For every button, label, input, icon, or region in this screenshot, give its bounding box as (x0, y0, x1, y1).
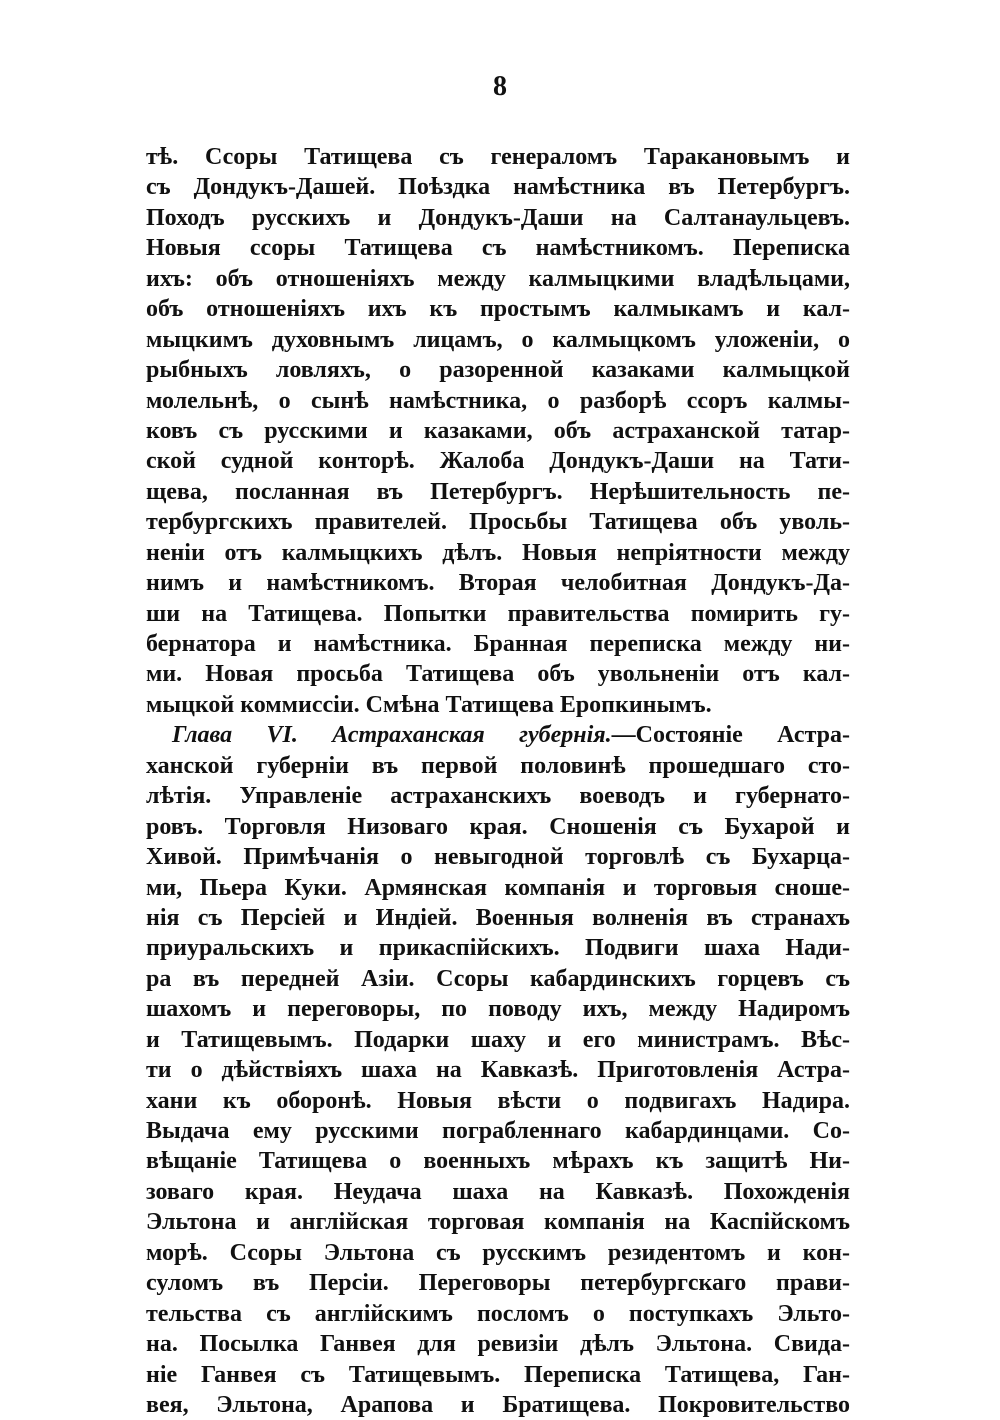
text-line: съ Дондукъ-Дашей. Поѣздка намѣстника въ Петербургъ. (146, 174, 850, 201)
chapter-heading-line (146, 720, 850, 750)
text-line: тербургскихъ правителей. Просьбы Татищева объ уволь- (146, 509, 850, 536)
text-line: неніи отъ калмыцкихъ дѣлъ. Новыя непріятности между (146, 539, 850, 566)
chapter-text-line: и Татищевымъ. Подарки шаху и его министрамъ. Вѣс- (146, 1026, 850, 1053)
chapter-text-line: Хивой. Примѣчанія о невыгодной торговлѣ съ Бухарца- (146, 844, 850, 871)
chapter-text-line: нія съ Персіей и Индіей. Военныя волненія въ странахъ (146, 904, 850, 931)
text-line: молельнѣ, о сынѣ намѣстника, о разборѣ ссоръ калмы- (146, 387, 850, 414)
text-line: ковъ съ русскими и казаками, объ астраханской татар- (146, 417, 850, 444)
chapter-text-line: морѣ. Ссоры Эльтона съ русскимъ резидентомъ и кон- (146, 1239, 850, 1266)
chapter-text-line: ханской губерніи въ первой половинѣ прошедшаго сто- (146, 752, 850, 779)
text-line: нимъ и намѣстникомъ. Вторая челобитная Дондукъ-Да- (146, 570, 850, 597)
chapter-text-line: приуральскихъ и прикаспійскихъ. Подвиги шаха Нади- (146, 935, 850, 962)
chapter-text-line: тельства съ англійскимъ посломъ о поступкахъ Эльто- (146, 1300, 850, 1327)
chapter-text-line: лѣтія. Управленіе астраханскихъ воеводъ и губернато- (146, 783, 850, 810)
chapter-text-line: ніе Ганвея съ Татищевымъ. Переписка Татищева, Ган- (146, 1361, 850, 1388)
chapter-text-line: Эльтона и англійская торговая компанія на Каспійскомъ (146, 1209, 850, 1236)
chapter-heading-rest: —Состояніе Астра- (611, 722, 850, 749)
chapter-text-line: хани къ оборонѣ. Новыя вѣсти о подвигахъ Надира. (146, 1087, 850, 1114)
text-line: рыбныхъ ловляхъ, о разоренной казаками калмыцкой (146, 357, 850, 384)
text-line: ми. Новая просьба Татищева объ увольненіи отъ кал- (146, 661, 850, 688)
chapter-text-line: ми, Пьера Куки. Армянская компанія и торговыя сноше- (146, 874, 850, 901)
chapter-text-line: ра въ передней Азіи. Ссоры кабардинскихъ горцевъ съ (146, 965, 850, 992)
chapter-text-line: суломъ въ Персіи. Переговоры петербургскаго прави- (146, 1270, 850, 1297)
chapter-text-line: зоваго края. Неудача шаха на Кавказѣ. Похожденія (146, 1178, 850, 1205)
body-text (146, 142, 850, 1420)
text-line: тѣ. Ссоры Татищева съ генераломъ Таракановымъ и (146, 144, 850, 170)
chapter-text-line: вѣщаніе Татищева о военныхъ мѣрахъ къ защитѣ Ни- (146, 1148, 850, 1175)
text-line: ши на Татищева. Попытки правительства помирить гу- (146, 600, 850, 627)
text-line: бернатора и намѣстника. Бранная переписка между ни- (146, 631, 850, 657)
page-number: 8 (493, 71, 507, 102)
chapter-heading: Глава VI. Астраханская губернія. (172, 722, 612, 749)
text-line: ской судной конторѣ. Жалоба Дондукъ-Даши на Тати- (146, 448, 850, 475)
text-line: мыцкой коммиссіи. Смѣна Татищева Еропкинымъ. (146, 691, 712, 718)
chapter-text-line: Выдача ему русскими пограбленнаго кабардинцами. Со- (146, 1118, 850, 1144)
chapter-text-line: вея, Эльтона, Арапова и Братищева. Покровительство (146, 1391, 850, 1418)
chapter-text-line: ровъ. Торговля Низоваго края. Сношенія съ Бухарой и (146, 813, 850, 840)
text-line: объ отношеніяхъ ихъ къ простымъ калмыкамъ и кал- (146, 296, 850, 323)
text-line: Новыя ссоры Татищева съ намѣстникомъ. Переписка (146, 235, 850, 262)
text-line: щева, посланная въ Петербургъ. Нерѣшительность пе- (146, 478, 850, 505)
text-line: мыцкимъ духовнымъ лицамъ, о калмыцкомъ уложеніи, о (146, 326, 850, 353)
chapter-text-line: шахомъ и переговоры, по поводу ихъ, между Надиромъ (146, 996, 850, 1023)
chapter-text-line: на. Посылка Ганвея для ревизіи дѣлъ Эльтона. Свида- (146, 1331, 850, 1358)
chapter-text-line: ти о дѣйствіяхъ шаха на Кавказѣ. Приготовленія Астра- (146, 1057, 850, 1084)
text-line: ихъ: объ отношеніяхъ между калмыцкими владѣльцами, (146, 265, 850, 292)
text-line: Походъ русскихъ и Дондукъ-Даши на Салтанаульцевъ. (146, 204, 850, 231)
